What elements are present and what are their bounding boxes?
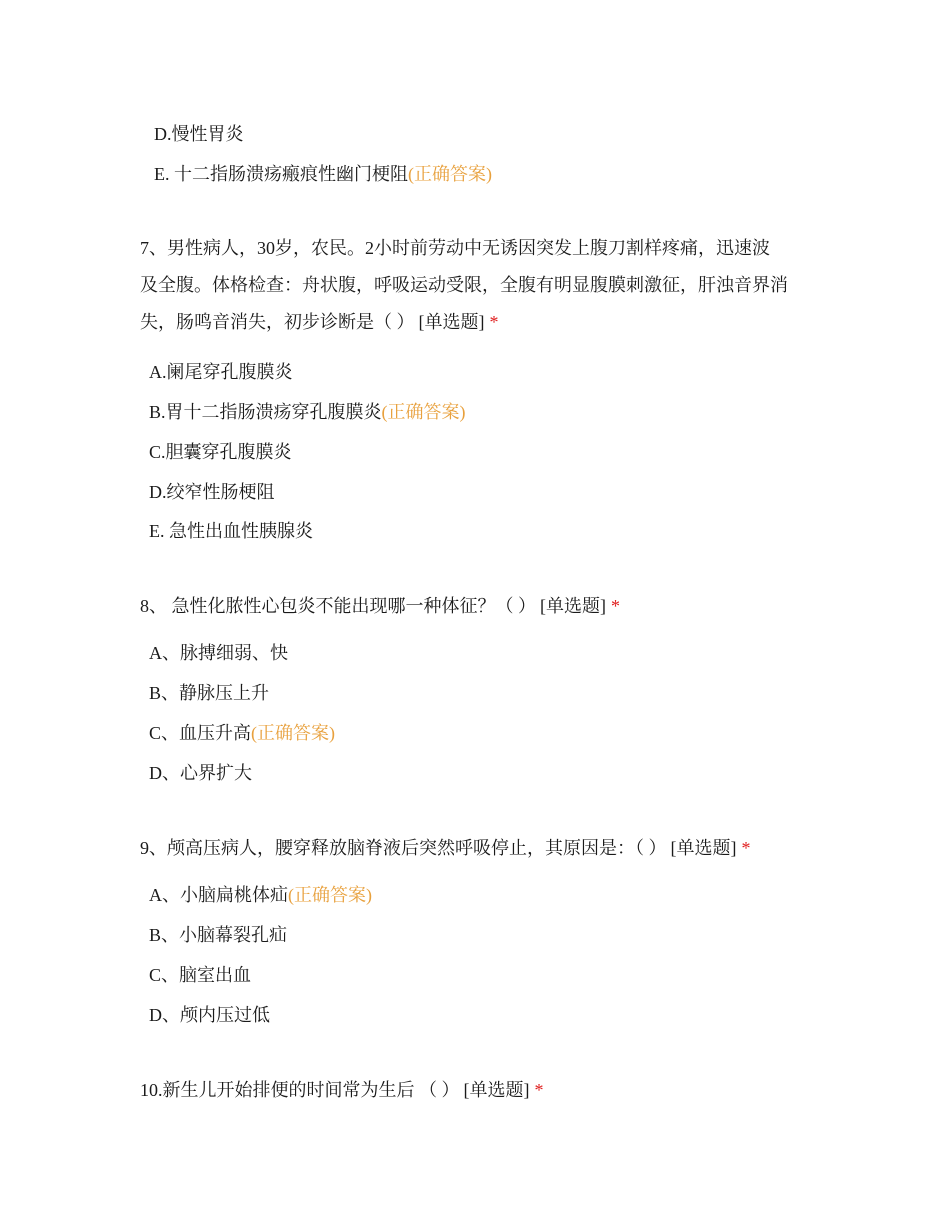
question-7-line-3-text: 失，肠鸣音消失，初步诊断是（ ） — [140, 312, 415, 332]
correct-answer-marker: (正确答案) — [251, 723, 336, 743]
option-text: A、小脑扁桃体疝 — [149, 885, 288, 905]
required-marker: * — [489, 312, 499, 332]
question-10 — [140, 1072, 820, 1109]
question-7 — [140, 230, 820, 341]
question-type-label: [单选题] — [463, 1080, 530, 1100]
question-type-label: [单选题] — [540, 596, 606, 616]
q9-option-c[interactable] — [149, 963, 251, 987]
prev-option-e[interactable] — [154, 162, 492, 186]
q8-option-b[interactable] — [149, 681, 269, 705]
required-marker: * — [534, 1080, 544, 1100]
option-text: A、脉搏细弱、快 — [149, 643, 288, 663]
question-10-text: 10.新生儿开始排便的时间常为生后 （ ） — [140, 1080, 460, 1100]
q9-option-a[interactable] — [149, 883, 372, 907]
question-8-line — [140, 588, 820, 625]
question-9-line — [140, 830, 820, 867]
option-text: E. 急性出血性胰腺炎 — [149, 521, 313, 541]
option-text: D.绞窄性肠梗阻 — [149, 482, 275, 502]
option-text: C.胆囊穿孔腹膜炎 — [149, 442, 292, 462]
option-text: A.阑尾穿孔腹膜炎 — [149, 362, 293, 382]
required-marker: * — [611, 596, 620, 616]
q7-option-c[interactable] — [149, 440, 292, 464]
option-text: D、颅内压过低 — [149, 1005, 270, 1025]
q7-option-b[interactable] — [149, 400, 466, 424]
q9-option-d[interactable] — [149, 1003, 270, 1027]
question-9 — [140, 830, 820, 867]
question-7-line-2: 及全腹。体格检查：舟状腹，呼吸运动受限，全腹有明显腹膜刺激征，肝浊音界消 — [140, 275, 788, 295]
q7-option-e[interactable] — [149, 519, 313, 543]
option-text: B、静脉压上升 — [149, 683, 270, 703]
q8-option-a[interactable] — [149, 641, 288, 665]
q7-option-a[interactable] — [149, 360, 293, 384]
question-8-text: 8、 急性化脓性心包炎不能出现哪一种体征？（ ） — [140, 596, 536, 616]
question-8 — [140, 588, 820, 625]
correct-answer-marker: (正确答案) — [288, 885, 372, 905]
correct-answer-marker: (正确答案) — [381, 402, 466, 422]
question-type-label: [单选题] — [418, 312, 485, 332]
prev-option-d[interactable] — [154, 122, 244, 146]
question-10-line — [140, 1072, 820, 1109]
option-text: B、小脑幕裂孔疝 — [149, 925, 288, 945]
correct-answer-marker: (正确答案) — [408, 164, 492, 184]
required-marker: * — [741, 838, 751, 858]
question-9-text: 9、颅高压病人，腰穿释放脑脊液后突然呼吸停止，其原因是：（ ） — [140, 838, 667, 858]
question-7-line-1: 7、男性病人，30岁，农民。2小时前劳动中无诱因突发上腹刀割样疼痛，迅速波 — [140, 238, 770, 258]
q7-option-d[interactable] — [149, 480, 275, 504]
option-text: E. 十二指肠溃疡瘢痕性幽门梗阻 — [154, 164, 408, 184]
option-text: C、血压升高 — [149, 723, 252, 743]
question-7-line-3 — [140, 304, 820, 341]
q8-option-c[interactable] — [149, 721, 335, 745]
option-text: C、脑室出血 — [149, 965, 252, 985]
question-type-label: [单选题] — [670, 838, 737, 858]
q9-option-b[interactable] — [149, 923, 287, 947]
option-text: B.胃十二指肠溃疡穿孔腹膜炎 — [149, 402, 382, 422]
q8-option-d[interactable] — [149, 761, 252, 785]
option-text: D.慢性胃炎 — [154, 124, 244, 144]
option-text: D、心界扩大 — [149, 763, 252, 783]
